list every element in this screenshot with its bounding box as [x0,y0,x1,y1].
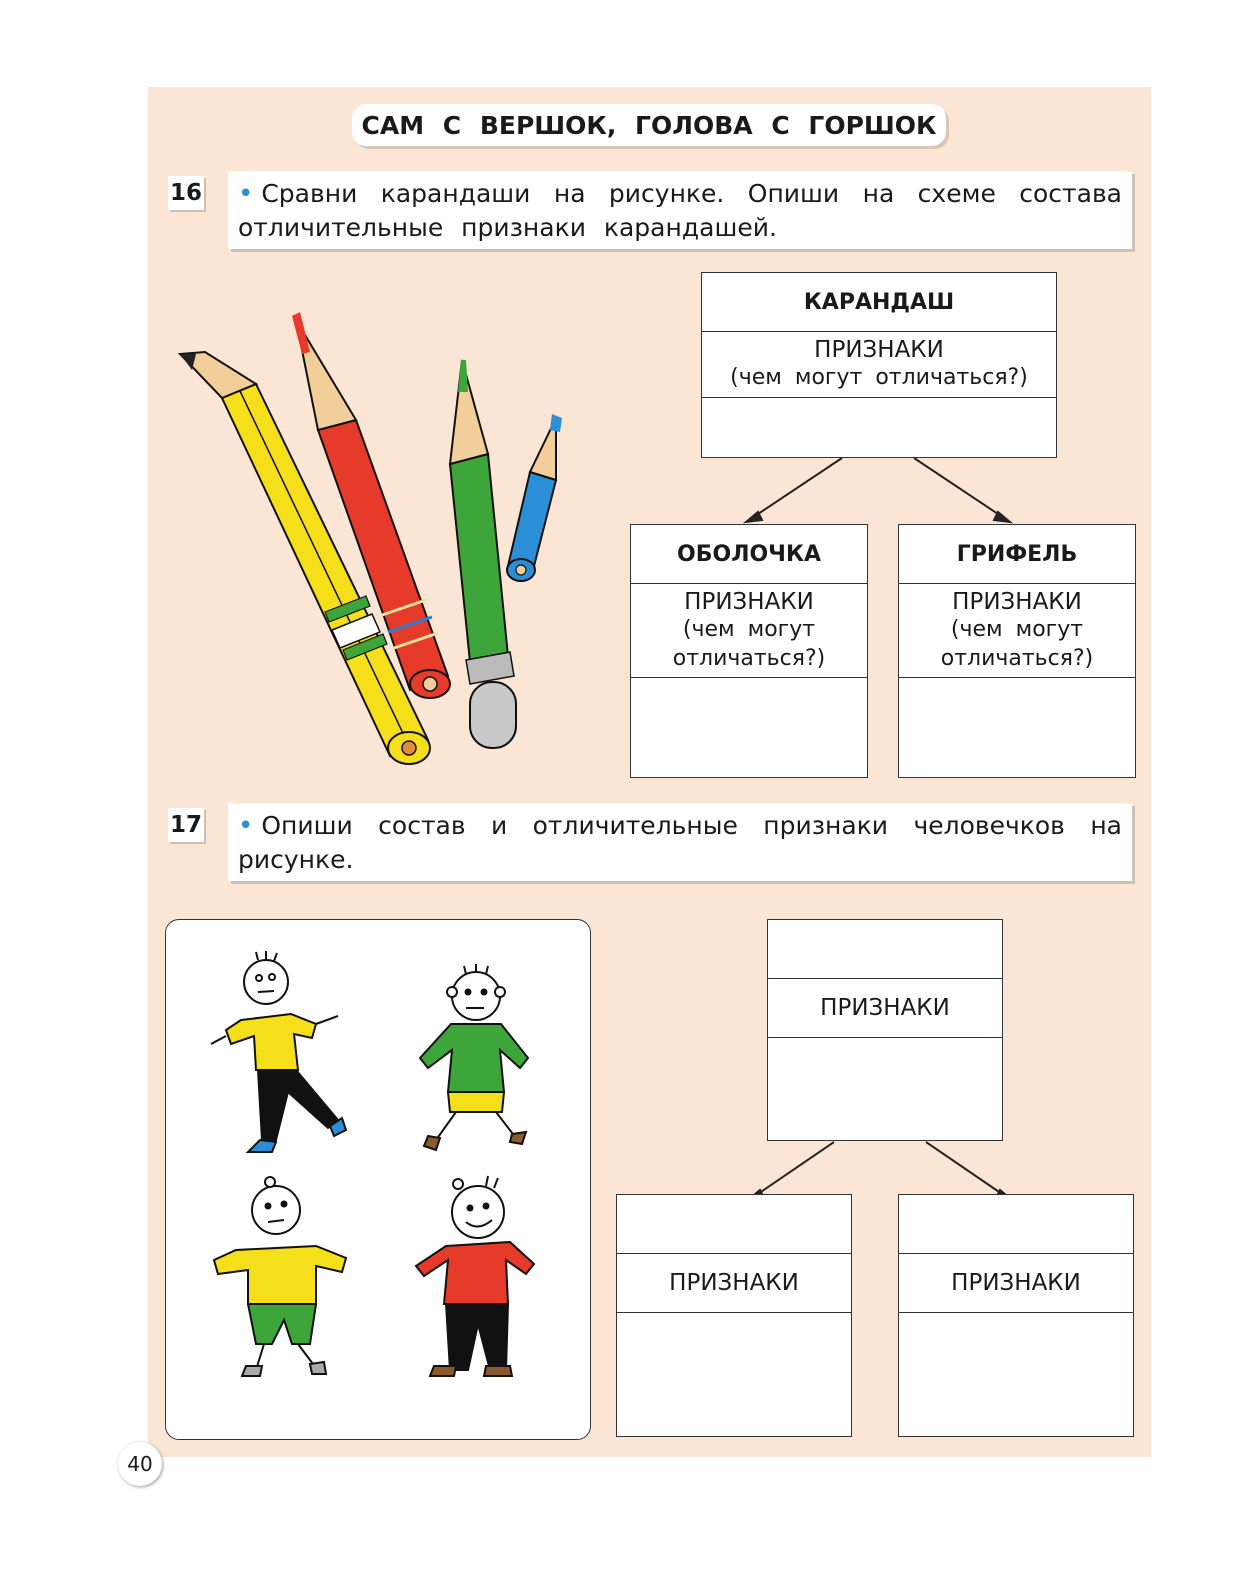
blue-pencil [507,414,562,581]
scheme-part-left-features: ПРИЗНАКИ [617,1254,851,1313]
page-number: 40 [118,1442,162,1486]
scheme-part-right-features: ПРИЗНАКИ [899,1254,1133,1313]
task-17-instruction [228,803,1132,881]
scheme-lead-box [898,524,1136,778]
scheme-part-left-title-field[interactable] [617,1195,851,1254]
scheme-shell-title: ОБОЛОЧКА [631,525,867,584]
scheme-man-features: ПРИЗНАКИ [768,979,1002,1038]
scheme-part-left-answer-field[interactable] [617,1313,851,1435]
page-title: САМ С ВЕРШОК, ГОЛОВА С ГОРШОК [352,104,946,146]
scheme-part-right-box [898,1194,1134,1437]
scheme-16-arrows [746,458,1010,522]
scheme-part-left-box [616,1194,852,1437]
scheme-pencil-box [701,272,1057,458]
scheme-shell-box [630,524,868,778]
scheme-part-right-answer-field[interactable] [899,1313,1133,1435]
scheme-part-right-title-field[interactable] [899,1195,1133,1254]
man-green-shirt [420,964,528,1150]
scheme-pencil-features: ПРИЗНАКИ (чем могут отличаться?) [702,332,1056,398]
task-16-number: 16 [168,176,204,210]
scheme-shell-features: ПРИЗНАКИ (чем могут отличаться?) [631,584,867,678]
man-yellow-shirt-green-shorts [214,1177,346,1376]
bullet-icon: • [238,811,254,841]
scheme-pencil-title: КАРАНДАШ [702,273,1056,332]
scheme-lead-answer-field[interactable] [899,678,1135,776]
man-red-shirt [416,1176,534,1376]
scheme-man-answer-field[interactable] [768,1038,1002,1139]
little-men-picture-frame [165,919,591,1440]
task-17-text: Опиши состав и отличительные признаки человечков на рисунке. [238,811,1122,874]
task-17-number: 17 [168,808,204,842]
scheme-lead-title: ГРИФЕЛЬ [899,525,1135,584]
task-16-text: Сравни карандаши на рисунке. Опиши на схеме состава отличительные признаки карандашей. [238,179,1122,242]
scheme-shell-answer-field[interactable] [631,678,867,776]
scheme-pencil-answer-field[interactable] [702,398,1056,456]
man-yellow-shirt [211,951,346,1152]
green-pencil [450,360,516,748]
scheme-man-box [767,919,1003,1141]
little-men-illustration [166,920,590,1439]
bullet-icon: • [238,179,254,209]
scheme-man-title-field[interactable] [768,920,1002,979]
scheme-17-arrows [748,1142,1012,1200]
scheme-lead-features: ПРИЗНАКИ (чем могут отличаться?) [899,584,1135,678]
